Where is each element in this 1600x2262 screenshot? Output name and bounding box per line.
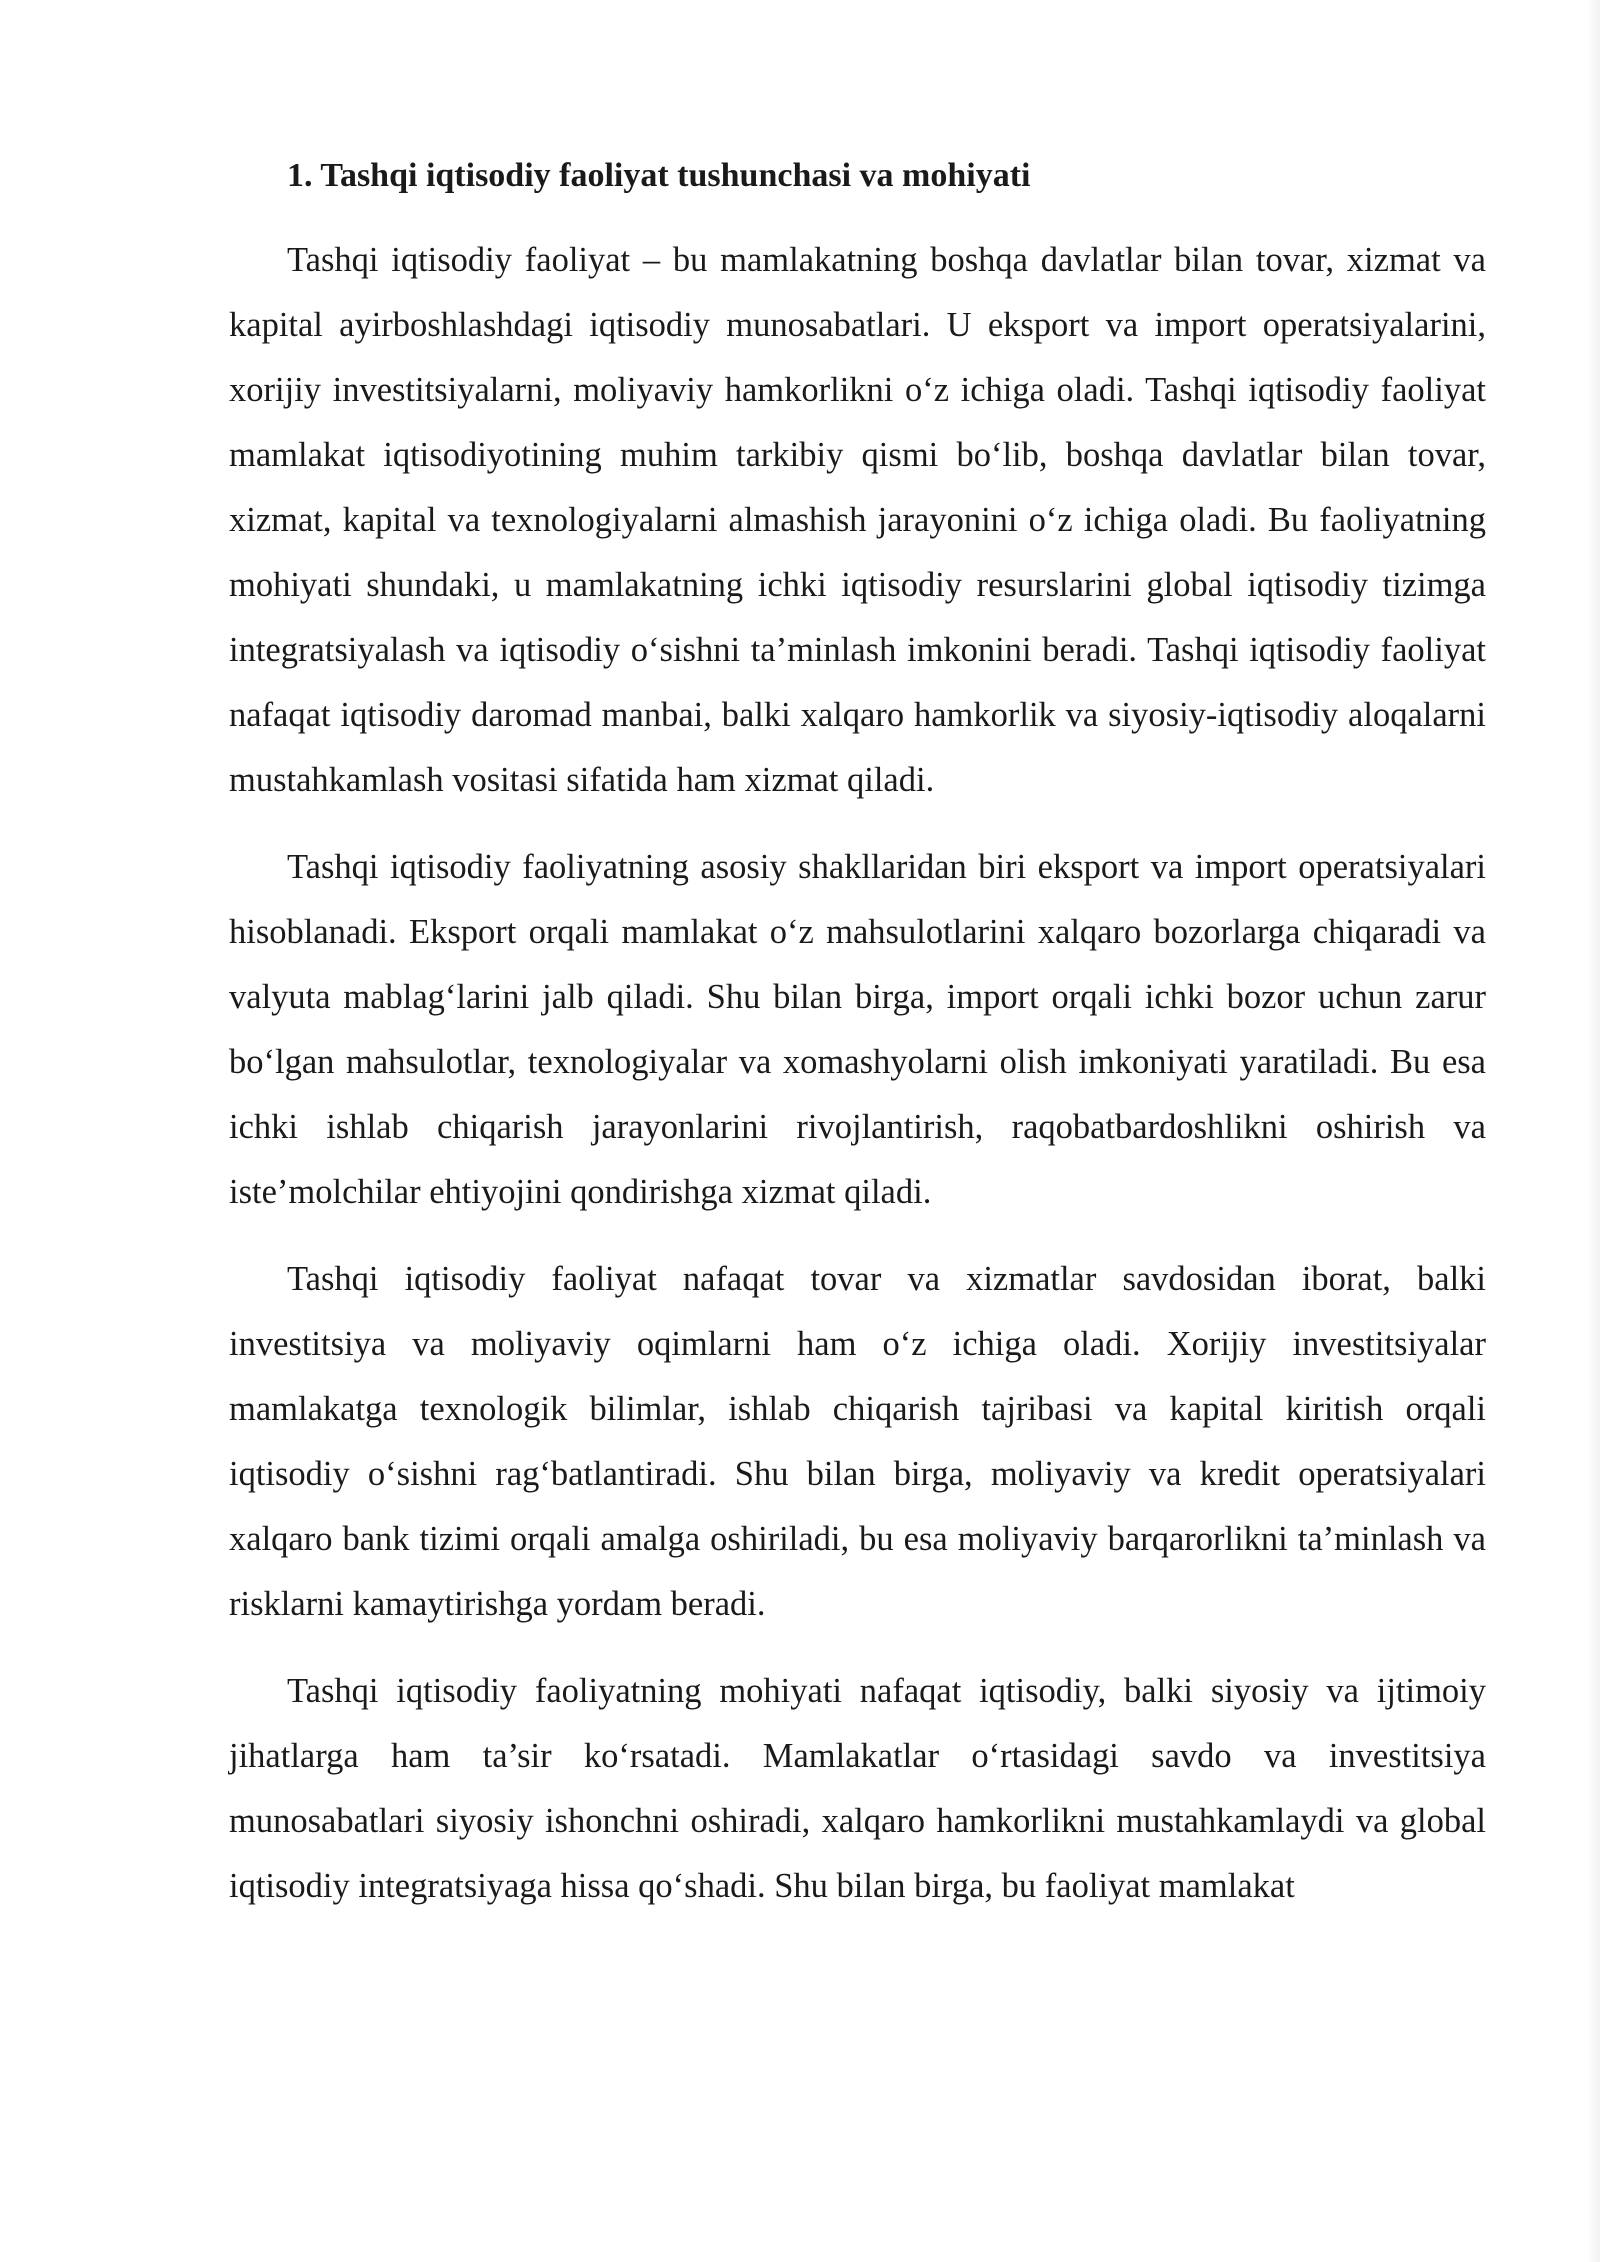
- paragraph: Tashqi iqtisodiy faoliyatning mohiyati nafaqat iqtisodiy, balki siyosiy va ijtimoiy jihatlarga ham ta’sir ko‘rsatadi. Mamlakatlar o‘rtasidagi savdo va investitsiya munosabatlari siyosiy ishonchni oshiradi, xalqaro hamkorlikni mustahkamlaydi va global iqtisodiy integratsiyaga hissa qo‘shadi. Shu bilan birga, bu faoliyat mamlakat: [229, 1672, 1486, 1905]
- page-content: [229, 146, 1486, 1941]
- paragraph: Tashqi iqtisodiy faoliyat nafaqat tovar va xizmatlar savdosidan iborat, balki investitsiya va moliyaviy oqimlarni ham o‘z ichiga oladi. Xorijiy investitsiyalar mamlakatga texnologik bilimlar, ishlab chiqarish tajribasi va kapital kiritish orqali iqtisodiy o‘sishni rag‘batlantiradi. Shu bilan birga, moliyaviy va kredit operatsiyalari xalqaro bank tizimi orqali amalga oshiriladi, bu esa moliyaviy barqarorlikni ta’minlash va risklarni kamaytirishga yordam beradi.: [229, 1260, 1486, 1623]
- section-heading: 1. Tashqi iqtisodiy faoliyat tushunchasi va mohiyati: [287, 157, 1031, 194]
- paragraph: Tashqi iqtisodiy faoliyatning asosiy shakllaridan biri eksport va import operatsiyalari hisoblanadi. Eksport orqali mamlakat o‘z mahsulotlarini xalqaro bozorlarga chiqaradi va valyuta mablag‘larini jalb qiladi. Shu bilan birga, import orqali ichki bozor uchun zarur bo‘lgan mahsulotlar, texnologiyalar va xomashyolarni olish imkoniyati yaratiladi. Bu esa ichki ishlab chiqarish jarayonlarini rivojlantirish, raqobatbardoshlikni oshirish va iste’molchilar ehtiyojini qondirishga xizmat qiladi.: [229, 848, 1486, 1211]
- paragraph: Tashqi iqtisodiy faoliyat – bu mamlakatning boshqa davlatlar bilan tovar, xizmat va kapital ayirboshlashdagi iqtisodiy munosabatlari. U eksport va import operatsiyalarini, xorijiy investitsiyalarni, moliyaviy hamkorlikni o‘z ichiga oladi. Tashqi iqtisodiy faoliyat mamlakat iqtisodiyotining muhim tarkibiy qismi bo‘lib, boshqa davlatlar bilan tovar, xizmat, kapital va texnologiyalarni almashish jarayonini o‘z ichiga oladi. Bu faoliyatning mohiyati shundaki, u mamlakatning ichki iqtisodiy resurslarini global iqtisodiy tizimga integratsiyalash va iqtisodiy o‘sishni ta’minlash imkonini beradi. Tashqi iqtisodiy faoliyat nafaqat iqtisodiy daromad manbai, balki xalqaro hamkorlik va siyosiy-iqtisodiy aloqalarni mustahkamlash vositasi sifatida ham xizmat qiladi.: [229, 241, 1486, 799]
